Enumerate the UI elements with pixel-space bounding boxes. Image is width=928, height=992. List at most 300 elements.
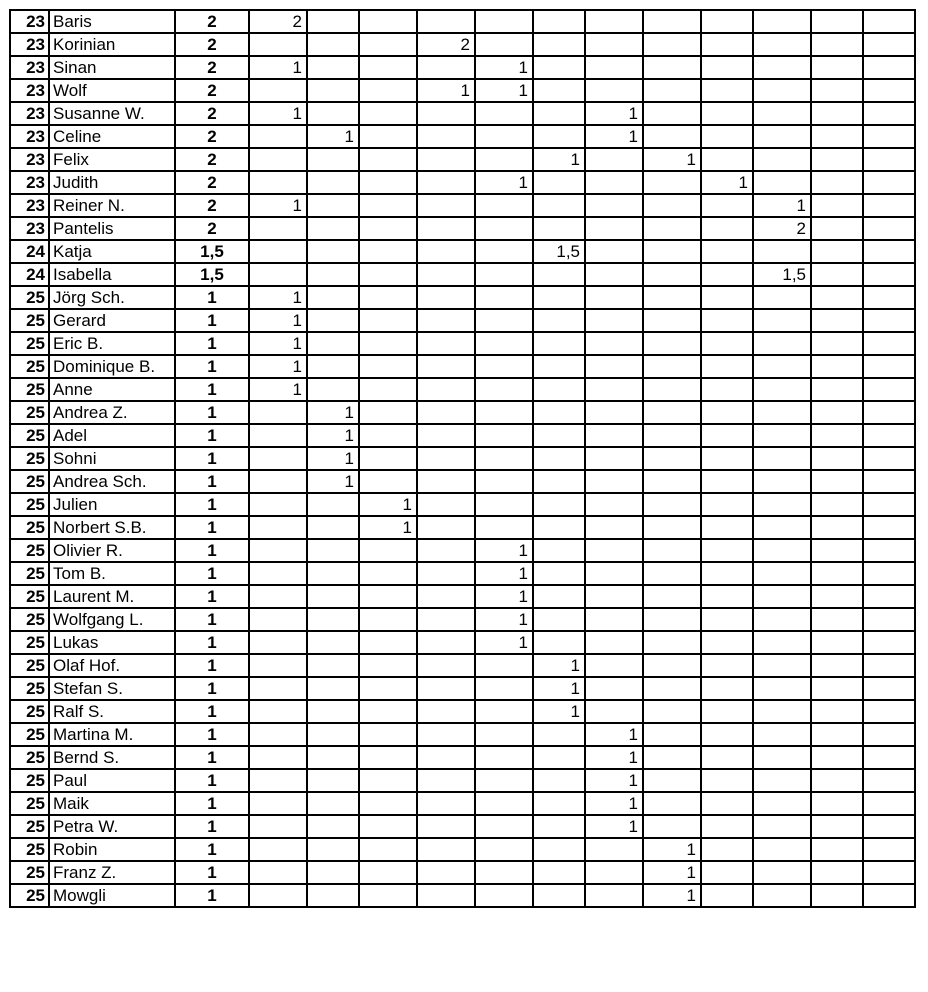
total-cell: 1,5: [175, 263, 249, 286]
rank-cell: 25: [10, 424, 49, 447]
score-cell: [417, 355, 475, 378]
name-cell: Anne: [49, 378, 175, 401]
score-cell: [249, 677, 307, 700]
score-cell: [417, 677, 475, 700]
name-cell: Sohni: [49, 447, 175, 470]
score-cell: [249, 838, 307, 861]
score-cell: [249, 631, 307, 654]
score-cell: [863, 562, 915, 585]
score-cell: [359, 355, 417, 378]
table-row: [10, 838, 915, 861]
total-cell: 2: [175, 56, 249, 79]
total-cell: 1: [175, 884, 249, 907]
rank-cell: 25: [10, 815, 49, 838]
name-cell: Adel: [49, 424, 175, 447]
score-cell: [475, 102, 533, 125]
score-cell: [359, 194, 417, 217]
score-cell: [863, 171, 915, 194]
score-cell: [249, 171, 307, 194]
score-cell: [533, 493, 585, 516]
score-cell: 1: [475, 608, 533, 631]
table-row: [10, 217, 915, 240]
score-cell: [585, 79, 643, 102]
total-cell: 1: [175, 401, 249, 424]
score-cell: [811, 286, 863, 309]
score-cell: [533, 355, 585, 378]
name-cell: Robin: [49, 838, 175, 861]
score-cell: [585, 700, 643, 723]
total-cell: 1: [175, 355, 249, 378]
score-cell: [811, 838, 863, 861]
score-cell: [359, 56, 417, 79]
total-cell: 1: [175, 493, 249, 516]
score-cell: [307, 838, 359, 861]
score-cell: [417, 10, 475, 33]
score-cell: 1: [249, 378, 307, 401]
score-cell: [643, 516, 701, 539]
score-cell: [533, 332, 585, 355]
score-cell: [417, 838, 475, 861]
score-cell: [585, 10, 643, 33]
score-cell: [643, 493, 701, 516]
score-cell: [359, 884, 417, 907]
score-cell: [811, 424, 863, 447]
score-cell: [701, 447, 753, 470]
table-row: [10, 539, 915, 562]
rank-cell: 23: [10, 79, 49, 102]
table-row: [10, 286, 915, 309]
table-row: [10, 769, 915, 792]
score-cell: [359, 125, 417, 148]
score-cell: [701, 401, 753, 424]
score-cell: 1: [249, 355, 307, 378]
name-cell: Bernd S.: [49, 746, 175, 769]
score-cell: [475, 332, 533, 355]
score-cell: [863, 378, 915, 401]
score-cell: [863, 102, 915, 125]
score-cell: [417, 700, 475, 723]
score-cell: [863, 861, 915, 884]
score-cell: [533, 424, 585, 447]
score-cell: [585, 286, 643, 309]
score-cell: [753, 10, 811, 33]
score-cell: [475, 700, 533, 723]
score-cell: [585, 355, 643, 378]
total-cell: 1: [175, 792, 249, 815]
score-cell: [359, 217, 417, 240]
score-cell: [753, 654, 811, 677]
score-cell: [359, 332, 417, 355]
score-cell: [863, 700, 915, 723]
score-cell: [701, 355, 753, 378]
score-cell: [811, 700, 863, 723]
score-cell: [359, 608, 417, 631]
score-cell: [701, 562, 753, 585]
score-cell: [533, 585, 585, 608]
score-cell: [753, 861, 811, 884]
table-row: [10, 56, 915, 79]
score-cell: [533, 217, 585, 240]
table-row: [10, 125, 915, 148]
score-cell: [811, 539, 863, 562]
score-cell: 1: [475, 171, 533, 194]
name-cell: Ralf S.: [49, 700, 175, 723]
rank-cell: 25: [10, 332, 49, 355]
ranking-table: [9, 9, 916, 908]
score-cell: [533, 838, 585, 861]
score-cell: [307, 332, 359, 355]
rank-cell: 25: [10, 861, 49, 884]
score-cell: 1: [249, 194, 307, 217]
table-row: [10, 263, 915, 286]
score-cell: [475, 516, 533, 539]
score-cell: [417, 309, 475, 332]
score-cell: [533, 79, 585, 102]
score-cell: [533, 723, 585, 746]
score-cell: [249, 861, 307, 884]
score-cell: [863, 470, 915, 493]
score-cell: [643, 194, 701, 217]
score-cell: [863, 585, 915, 608]
score-cell: [585, 148, 643, 171]
name-cell: Sinan: [49, 56, 175, 79]
score-cell: 1: [475, 562, 533, 585]
score-cell: [417, 240, 475, 263]
score-cell: 1: [307, 447, 359, 470]
score-cell: [475, 217, 533, 240]
score-cell: [701, 148, 753, 171]
score-cell: [533, 470, 585, 493]
score-cell: [533, 562, 585, 585]
score-cell: [585, 309, 643, 332]
score-cell: 1: [585, 792, 643, 815]
score-cell: [701, 309, 753, 332]
score-cell: [811, 792, 863, 815]
score-cell: [753, 355, 811, 378]
score-cell: [307, 263, 359, 286]
score-cell: [307, 608, 359, 631]
rank-cell: 25: [10, 539, 49, 562]
score-cell: [475, 240, 533, 263]
total-cell: 1: [175, 447, 249, 470]
score-cell: [533, 401, 585, 424]
score-cell: [811, 194, 863, 217]
score-cell: [249, 148, 307, 171]
score-cell: [475, 286, 533, 309]
score-cell: [417, 516, 475, 539]
total-cell: 1: [175, 332, 249, 355]
score-cell: [863, 447, 915, 470]
score-cell: [811, 861, 863, 884]
score-cell: [811, 677, 863, 700]
rank-cell: 25: [10, 723, 49, 746]
score-cell: [249, 240, 307, 263]
score-cell: [359, 263, 417, 286]
name-cell: Franz Z.: [49, 861, 175, 884]
score-cell: [701, 723, 753, 746]
score-cell: [701, 378, 753, 401]
score-cell: [475, 470, 533, 493]
total-cell: 1: [175, 378, 249, 401]
score-cell: [585, 263, 643, 286]
score-cell: [753, 631, 811, 654]
score-cell: [249, 654, 307, 677]
score-cell: [643, 769, 701, 792]
score-cell: [417, 286, 475, 309]
score-cell: [643, 815, 701, 838]
name-cell: Felix: [49, 148, 175, 171]
score-cell: [359, 309, 417, 332]
score-cell: 1: [585, 769, 643, 792]
total-cell: 1: [175, 424, 249, 447]
score-cell: [417, 171, 475, 194]
score-cell: [359, 746, 417, 769]
score-cell: [585, 33, 643, 56]
score-cell: [249, 562, 307, 585]
table-row: [10, 33, 915, 56]
score-cell: [533, 171, 585, 194]
table-row: [10, 240, 915, 263]
rank-cell: 25: [10, 401, 49, 424]
total-cell: 2: [175, 171, 249, 194]
score-cell: [585, 194, 643, 217]
score-cell: [359, 102, 417, 125]
score-cell: [753, 677, 811, 700]
table-row: [10, 723, 915, 746]
score-cell: [753, 33, 811, 56]
score-cell: [643, 355, 701, 378]
score-cell: [417, 608, 475, 631]
score-cell: [475, 677, 533, 700]
score-cell: [643, 309, 701, 332]
score-cell: [811, 332, 863, 355]
score-cell: [585, 378, 643, 401]
score-cell: 1: [643, 861, 701, 884]
score-cell: [533, 309, 585, 332]
score-cell: 1: [475, 79, 533, 102]
score-cell: [475, 10, 533, 33]
score-cell: [863, 792, 915, 815]
score-cell: [475, 194, 533, 217]
score-cell: [359, 861, 417, 884]
score-cell: [643, 585, 701, 608]
total-cell: 1: [175, 815, 249, 838]
score-cell: [863, 240, 915, 263]
table-row: [10, 171, 915, 194]
table-row: [10, 746, 915, 769]
score-cell: [417, 884, 475, 907]
score-cell: [753, 493, 811, 516]
score-cell: [359, 33, 417, 56]
name-cell: Judith: [49, 171, 175, 194]
table-row: [10, 470, 915, 493]
score-cell: 1: [249, 102, 307, 125]
score-cell: [701, 792, 753, 815]
score-cell: [307, 194, 359, 217]
score-cell: [863, 263, 915, 286]
score-cell: [701, 125, 753, 148]
score-cell: [585, 332, 643, 355]
score-cell: [585, 677, 643, 700]
score-cell: 1: [701, 171, 753, 194]
score-cell: [863, 79, 915, 102]
score-cell: 1: [249, 286, 307, 309]
score-cell: [811, 79, 863, 102]
name-cell: Julien: [49, 493, 175, 516]
score-cell: [475, 493, 533, 516]
score-cell: [585, 585, 643, 608]
score-cell: [307, 102, 359, 125]
score-cell: [643, 700, 701, 723]
score-cell: [359, 677, 417, 700]
rank-cell: 25: [10, 516, 49, 539]
score-cell: [643, 125, 701, 148]
score-cell: [643, 792, 701, 815]
score-cell: [475, 148, 533, 171]
score-cell: [249, 79, 307, 102]
score-cell: [753, 424, 811, 447]
score-cell: [533, 769, 585, 792]
score-cell: 1: [475, 585, 533, 608]
score-cell: [585, 171, 643, 194]
score-cell: [863, 33, 915, 56]
score-cell: [533, 263, 585, 286]
score-cell: [811, 171, 863, 194]
score-cell: [753, 562, 811, 585]
total-cell: 1: [175, 585, 249, 608]
score-cell: 1: [533, 148, 585, 171]
score-cell: [417, 401, 475, 424]
score-cell: [753, 171, 811, 194]
score-cell: [475, 309, 533, 332]
table-row: [10, 378, 915, 401]
score-cell: 1: [249, 332, 307, 355]
score-cell: [307, 884, 359, 907]
score-cell: 1: [307, 470, 359, 493]
score-cell: 1,5: [533, 240, 585, 263]
score-cell: 1: [585, 746, 643, 769]
score-cell: [643, 102, 701, 125]
score-cell: [753, 286, 811, 309]
rank-cell: 25: [10, 355, 49, 378]
score-cell: [701, 838, 753, 861]
rank-cell: 25: [10, 792, 49, 815]
score-cell: [417, 792, 475, 815]
score-cell: [417, 447, 475, 470]
score-cell: [359, 148, 417, 171]
score-cell: [307, 79, 359, 102]
table-row: [10, 516, 915, 539]
score-cell: [811, 401, 863, 424]
score-cell: 1: [307, 424, 359, 447]
score-cell: [643, 401, 701, 424]
score-cell: [643, 447, 701, 470]
score-cell: [533, 102, 585, 125]
rank-cell: 24: [10, 240, 49, 263]
score-cell: [811, 493, 863, 516]
rank-cell: 25: [10, 769, 49, 792]
score-cell: [533, 194, 585, 217]
score-cell: [701, 56, 753, 79]
table-row: [10, 148, 915, 171]
score-cell: 1: [417, 79, 475, 102]
total-cell: 1: [175, 470, 249, 493]
score-cell: 1: [585, 102, 643, 125]
score-cell: [307, 240, 359, 263]
score-cell: [643, 677, 701, 700]
score-cell: 1,5: [753, 263, 811, 286]
score-cell: [753, 79, 811, 102]
score-cell: [533, 746, 585, 769]
score-cell: [643, 562, 701, 585]
rank-cell: 25: [10, 470, 49, 493]
score-cell: [533, 516, 585, 539]
score-cell: [643, 332, 701, 355]
score-cell: [359, 539, 417, 562]
score-cell: [417, 493, 475, 516]
score-cell: [811, 263, 863, 286]
score-cell: 1: [643, 884, 701, 907]
score-cell: [701, 861, 753, 884]
score-cell: [533, 631, 585, 654]
score-cell: 2: [753, 217, 811, 240]
score-cell: [475, 447, 533, 470]
name-cell: Andrea Z.: [49, 401, 175, 424]
score-cell: [307, 746, 359, 769]
score-cell: [753, 585, 811, 608]
score-cell: 1: [359, 493, 417, 516]
score-cell: [643, 10, 701, 33]
score-cell: [307, 769, 359, 792]
score-cell: [359, 447, 417, 470]
score-cell: [533, 286, 585, 309]
total-cell: 2: [175, 10, 249, 33]
score-cell: [359, 424, 417, 447]
score-cell: 1: [533, 654, 585, 677]
score-cell: [417, 424, 475, 447]
score-cell: [863, 631, 915, 654]
score-cell: [701, 493, 753, 516]
score-cell: [753, 792, 811, 815]
rank-cell: 25: [10, 700, 49, 723]
score-cell: [811, 447, 863, 470]
rank-cell: 25: [10, 378, 49, 401]
score-cell: [307, 539, 359, 562]
name-cell: Lukas: [49, 631, 175, 654]
score-cell: [533, 10, 585, 33]
score-cell: [249, 447, 307, 470]
score-cell: [753, 102, 811, 125]
score-cell: [701, 884, 753, 907]
score-cell: [417, 470, 475, 493]
score-cell: [585, 562, 643, 585]
score-cell: [475, 884, 533, 907]
total-cell: 2: [175, 125, 249, 148]
score-cell: 1: [359, 516, 417, 539]
total-cell: 1: [175, 654, 249, 677]
score-cell: [701, 815, 753, 838]
score-cell: [417, 217, 475, 240]
score-cell: [417, 654, 475, 677]
total-cell: 1: [175, 516, 249, 539]
score-cell: [863, 148, 915, 171]
name-cell: Jörg Sch.: [49, 286, 175, 309]
name-cell: Katja: [49, 240, 175, 263]
score-cell: [585, 217, 643, 240]
score-cell: [533, 378, 585, 401]
score-cell: [249, 401, 307, 424]
score-cell: [359, 378, 417, 401]
